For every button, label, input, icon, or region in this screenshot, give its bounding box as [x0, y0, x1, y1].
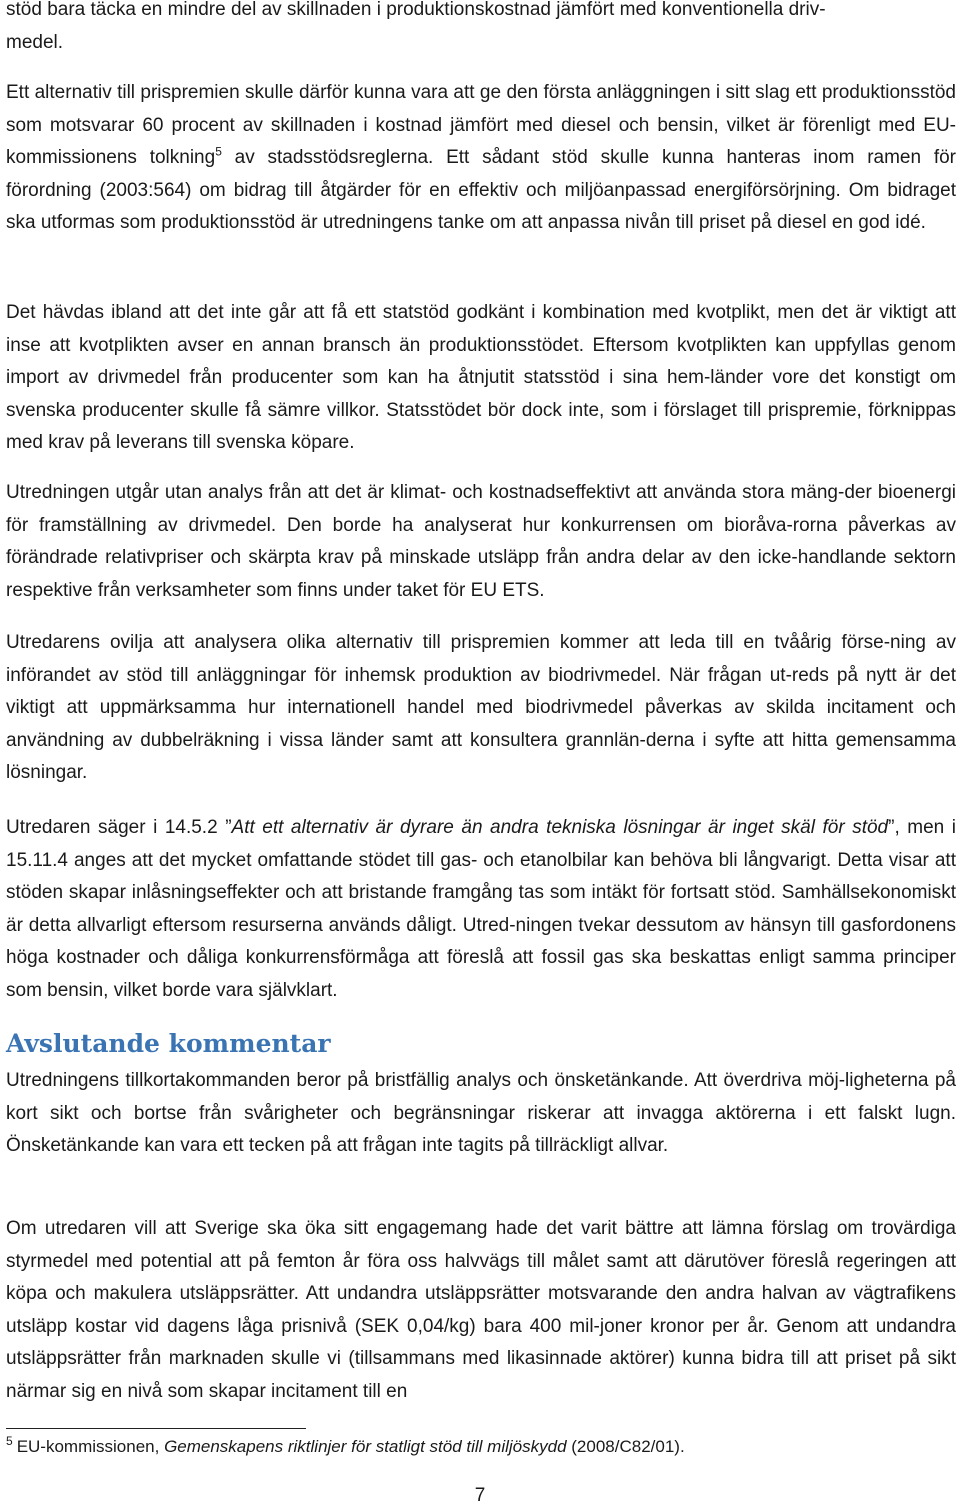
footnote-divider	[6, 1428, 306, 1429]
paragraph-continued	[6, 0, 956, 59]
footnote-reference[interactable]: 5	[215, 144, 222, 159]
paragraph-text: av stadsstödsreglerna. Ett sådant stöd skulle kunna hanteras inom ramen för förordning (2003:564) om bidrag till åtgärder för en effektiv och miljöanpassad energiförsörjning. Om bidraget ska utformas som produktionsstöd är utredningens tanke om att anpassa nivån till priset på diesel en god idé.	[6, 147, 956, 233]
quoted-text: Att ett alternativ är dyrare än andra tekniska lösningar är inget skäl för stöd	[231, 817, 889, 838]
footnote-mark: 5	[6, 1434, 13, 1449]
page-number: 7	[474, 1485, 486, 1506]
paragraph-line: medel.	[6, 31, 64, 53]
footnote-text: (2008/C82/01).	[566, 1437, 685, 1456]
paragraph-production-support	[6, 77, 956, 240]
section-heading: Avslutande kommentar	[6, 1029, 331, 1058]
paragraph-state-aid: Det hävdas ibland att det inte går att få ett statstöd godkänt i kombination med kvotplikt, men det är viktigt att inse att kvotplikten avser en annan bransch än produktionsstödet. Eftersom kvotplikten kan uppfyllas genom import av drivmedel från producenter som kan ha åtnjutit statsstöd i sina hem-länder vore det konstigt om svenska producenter skulle få sämre villkor. Statsstödet bör dock inte, som i förslaget till prispremie, förknippas med krav på leverans till svenska köpare.	[6, 302, 956, 453]
paragraph-quote	[6, 812, 956, 1007]
paragraph-text: Ett alternativ till prispremien skulle därför kunna vara att ge den första anläggningen i sitt slag ett produktionsstöd som motsvarar 60 procent av skillnaden i kostnad jämfört med diesel och bensin, vilket är förenligt med EU-kommissionens tolkning	[6, 82, 956, 168]
paragraph-line: stöd bara täcka en mindre del av skillnaden i produktionskostnad jämfört med konventionella driv-	[6, 0, 826, 20]
paragraph-alternatives: Utredarens ovilja att analysera olika alternativ till prispremien kommer att leda till en tvåårig förse-ning av införandet av stöd till anläggningar för inhemsk produktion av biodrivmedel. När frågan ut-reds på nytt är det viktigt att uppmärksamma hur internationell handel med biodrivmedel påverkas av skilda incitament och användning av dubbelräkning i vissa länder samt att konsultera grannlän-derna i syfte att hitta gemensamma lösningar.	[6, 632, 956, 783]
paragraph-bioenergy: Utredningen utgår utan analys från att det är klimat- och kostnadseffektivt att använda stora mäng-der bioenergi för framställning av drivmedel. Den borde ha analyserat hur konkurrensen om bioråva-rorna påverkas av förändrade relativpriser och skärpta krav på minskade utsläpp från andra delar av den icke-handlande sektorn respektive från verksamheter som finns under taket för EU ETS.	[6, 482, 956, 601]
footnote-text: EU-kommissionen,	[16, 1437, 165, 1456]
paragraph-text: Utredaren säger i 14.5.2 ”	[6, 817, 232, 838]
footnote	[6, 1435, 946, 1459]
paragraph-text: ”, men i 15.11.4 anges att det mycket omfattande stödet till gas- och etanolbilar kan behöva bli långvarigt. Detta visar att stöden skapar inlåsningseffekter och att bristande framgång tas som intäkt för fortsatt stöd. Samhällsekonomiskt är detta allvarligt eftersom resurserna används dåligt. Utred-ningen tvekar dessutom av hänsyn till gasfordonens höga kostnader och dåliga konkurrensförmåga att föreslå att fossil gas ska beskattas enligt samma principer som bensin, vilket borde vara självklart.	[6, 817, 956, 1001]
footnote-title: Gemenskapens riktlinjer för statligt stöd till miljöskydd	[164, 1437, 567, 1456]
paragraph-recommendation: Om utredaren vill att Sverige ska öka sitt engagemang hade det varit bättre att lämna förslag om trovärdiga styrmedel med potential att på femton år föra oss halvvägs till målet samt att därutöver föreslå regeringen att köpa och makulera utsläppsrätter. Att undandra utsläppsrätter motsvarande den andra halvan av vägtrafikens utsläpp kostar vid dagens låga prisnivå (SEK 0,04/kg) bara 400 mil-joner kronor per år. Genom att undandra utsläppsrätter från marknaden skulle vi (tillsammans med likasinnade aktörer) kunna bidra till att priset på sikt närmar sig en nivå som skapar incitament till en	[6, 1218, 956, 1402]
paragraph-conclusion: Utredningens tillkortakommanden beror på bristfällig analys och önsketänkande. Att överdriva möj-ligheterna på kort sikt och bortse från svårigheter och begränsningar riskerar att invagga aktörerna i ett falskt lugn. Önsketänkande kan vara ett tecken på att frågan inte tagits på tillräckligt allvar.	[6, 1070, 956, 1156]
